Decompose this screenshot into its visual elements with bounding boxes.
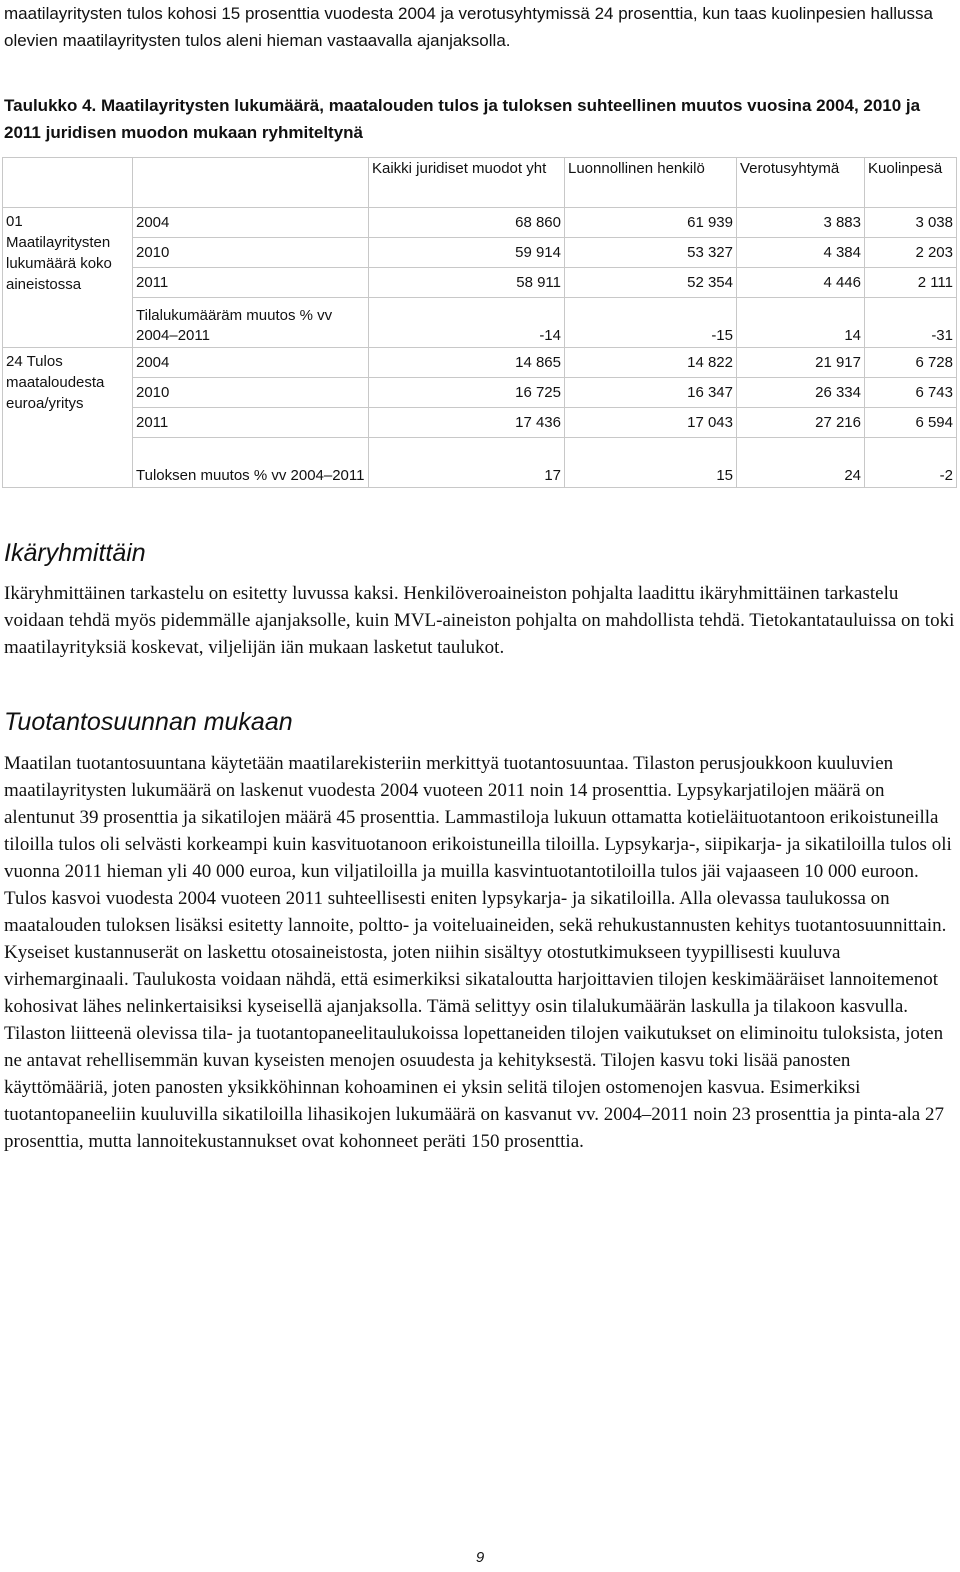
table-cell: 4 384 xyxy=(737,238,865,268)
table-cell: 2 203 xyxy=(865,238,957,268)
group-label: 24 Tulos maataloudesta euroa/yritys xyxy=(3,348,133,488)
table-cell: 6 594 xyxy=(865,408,957,438)
table-row xyxy=(3,378,957,408)
table-caption xyxy=(4,92,956,146)
section-paragraph-production: Maatilan tuotantosuuntana käytetään maatilarekisteriin merkittyä tuotantosuuntaa. Tilaston perusjoukkoon kuuluvien maatilayritysten lukumäärä on laskenut vuodesta 2004 vuoteen 2011 noin 14 prosenttia. Lypsykarjatilojen määrä on alentunut 39 prosenttia ja sikatilojen määrä 45 prosenttia. Lammastiloja lukuun ottamatta kotieläituotantoon erikoistuneilla tiloilla tulos oli selvästi korkeampi kuin kasvituotanoon erikoistuneilla tiloilla. Lypsykarja-, siipikarja- ja sikatiloilla tulos oli vuonna 2011 hieman yli 40 000 euroa, kun viljatiloilla ja muilla kasvintuotantotiloilla tulos jäi vajaaseen 10 000 euroon. Tulos kasvoi vuodesta 2004 vuoteen 2011 suhteellisesti eniten lypsykarja- ja sikatiloilla. Alla olevassa taulukossa on maatalouden tuloksen lisäksi esitetty lannoite, poltto- ja voiteluaineiden, sekä rehukustannusten kehitys tuotantosuunnittain. Kyseiset kustannuserät on laskettu otosaineistosta, joten niihin sisältyy otostutkimukseen tyypillisesti kuuluva virhemarginaali. Taulukosta voidaan nähdä, että esimerkiksi sikataloutta harjoittavien tilojen keskimääräiset lannoitemenot kohosivat lähes nelinkertaisiksi kyseisellä ajanjaksolla. Tämä selittyy osin tilalukumäärän laskulla ja tilakoon kasvulla. Tilaston liitteenä olevissa tila- ja tuotantopaneelitaulukoissa lopettaneiden tilojen vaikutukset on eliminoitu tuloksista, joten ne antavat rehellisemmän kuvan kyseisten menojen osuudesta ja kehityksestä. Tilojen kasvu toki lisää panosten käyttömääriä, joten panosten yksikköhinnan kohoaminen ei yksin selitä tilojen ostomenojen kasvua. Esimerkiksi tuotantopaneeliin kuuluvilla sikatiloilla lihasikojen lukumäärä on kasvanut vv. 2004–2011 noin 23 prosenttia ja pinta-ala 27 prosenttia, mutta lannoitekustannukset ovat kohonneet peräti 150 prosenttia. xyxy=(4,753,952,1152)
row-year: 2004 xyxy=(133,348,369,378)
table-row-change xyxy=(3,438,957,488)
table-header-row xyxy=(3,158,957,208)
table-cell: 17 436 xyxy=(369,408,565,438)
intro-paragraph: maatilayritysten tulos kohosi 15 prosenttia vuodesta 2004 ja verotusyhtymissä 24 prosenttia, kun taas kuolinpesien hallussa olevien maatilayritysten tulos aleni hieman vastaavalla ajanjaksolla. xyxy=(4,4,933,50)
section-heading-age: Ikäryhmittäin xyxy=(4,539,146,567)
group-label: 01 Maatilayritysten lukumäärä koko aineistossa xyxy=(3,208,133,348)
table-cell: 16 347 xyxy=(565,378,737,408)
table-cell: 24 xyxy=(737,438,865,488)
column-header: Kuolinpesä xyxy=(865,158,957,208)
table-cell: 14 xyxy=(737,298,865,348)
table-cell: 3 883 xyxy=(737,208,865,238)
table-cell: 52 354 xyxy=(565,268,737,298)
table-cell: 4 446 xyxy=(737,268,865,298)
table-cell: -15 xyxy=(565,298,737,348)
table-cell: 14 822 xyxy=(565,348,737,378)
change-label: Tilalukumääräm muutos % vv 2004–2011 xyxy=(133,298,369,348)
table-cell: 16 725 xyxy=(369,378,565,408)
column-header: Luonnollinen henkilö xyxy=(565,158,737,208)
table-row xyxy=(3,238,957,268)
table-cell: 3 038 xyxy=(865,208,957,238)
table-cell: 2 111 xyxy=(865,268,957,298)
row-year: 2011 xyxy=(133,268,369,298)
row-year: 2011 xyxy=(133,408,369,438)
table-cell: 15 xyxy=(565,438,737,488)
section-paragraph-age: Ikäryhmittäinen tarkastelu on esitetty luvussa kaksi. Henkilöveroaineiston pohjalta laadittu ikäryhmittäinen tarkastelu voidaan tehdä myös pidemmälle ajanjaksolle, kuin MVL-aineiston pohjalta on mahdollista tehdä. Tietokantatauluissa on toki maatilayrityksiä koskevat, viljelijän iän mukaan lasketut taulukot. xyxy=(4,583,955,658)
table-cell: 59 914 xyxy=(369,238,565,268)
table-cell: 6 743 xyxy=(865,378,957,408)
table-cell: -2 xyxy=(865,438,957,488)
column-header: Kaikki juridiset muodot yht xyxy=(369,158,565,208)
row-year: 2004 xyxy=(133,208,369,238)
table-cell: 53 327 xyxy=(565,238,737,268)
table-row xyxy=(3,408,957,438)
header-empty-year xyxy=(133,158,369,208)
table-cell: 21 917 xyxy=(737,348,865,378)
table-cell: 6 728 xyxy=(865,348,957,378)
table-caption-title: Maatilayritysten lukumäärä, maatalouden tulos ja tuloksen suhteellinen muutos vuosina 2004, 2010 ja 2011 juridisen muodon mukaan ryhmiteltynä xyxy=(4,96,921,142)
table-caption-label: Taulukko 4. xyxy=(4,96,97,115)
table-row xyxy=(3,348,957,378)
row-year: 2010 xyxy=(133,238,369,268)
table-row xyxy=(3,208,957,238)
table-cell: 26 334 xyxy=(737,378,865,408)
column-header: Verotusyhtymä xyxy=(737,158,865,208)
table-cell: 68 860 xyxy=(369,208,565,238)
table-cell: 14 865 xyxy=(369,348,565,378)
data-table xyxy=(2,157,957,488)
table-cell: 58 911 xyxy=(369,268,565,298)
page-number: 9 xyxy=(475,1549,485,1566)
table-cell: -31 xyxy=(865,298,957,348)
change-label: Tuloksen muutos % vv 2004–2011 xyxy=(133,438,369,488)
table-cell: 61 939 xyxy=(565,208,737,238)
table-row-change xyxy=(3,298,957,348)
table-cell: 17 043 xyxy=(565,408,737,438)
table-row xyxy=(3,268,957,298)
table-cell: 27 216 xyxy=(737,408,865,438)
header-empty-group xyxy=(3,158,133,208)
section-heading-production: Tuotantosuunnan mukaan xyxy=(4,708,293,736)
table-cell: 17 xyxy=(369,438,565,488)
row-year: 2010 xyxy=(133,378,369,408)
table-cell: -14 xyxy=(369,298,565,348)
